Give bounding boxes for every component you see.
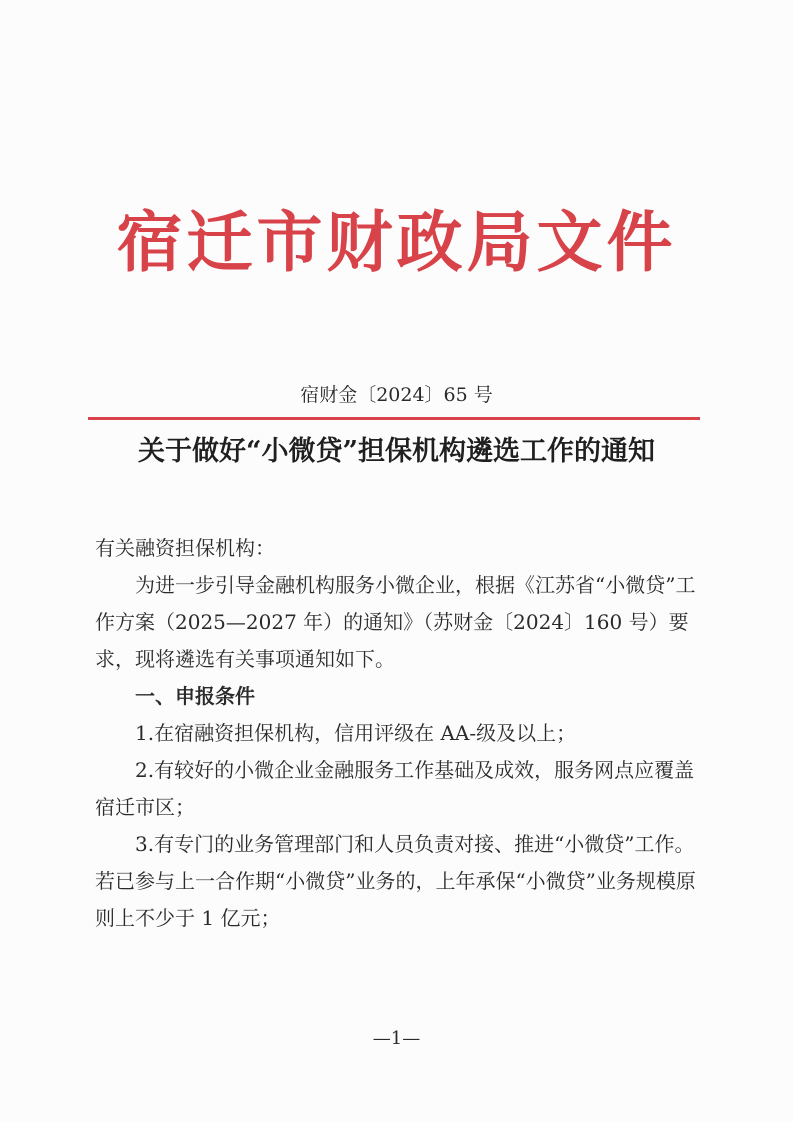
issuer-header-title: 宿迁市财政局文件 [116,203,677,281]
section-heading-conditions: 一、申报条件 [135,684,255,708]
condition-item-1: 1.在宿融资担保机构，信用评级在 AA-级及以上； [135,721,577,745]
document-body [95,530,701,937]
intro-paragraph: 为进一步引导金融机构服务小微企业，根据《江苏省“小微贷”工作方案（2025—2027 年）的通知》（苏财金〔2024〕160 号）要求，现将遴选有关事项通知如下。 [95,573,696,671]
salutation: 有关融资担保机构： [95,536,275,560]
notice-title: 关于做好“小微贷”担保机构遴选工作的通知 [137,436,656,467]
page-number: —1— [372,1028,421,1049]
condition-item-2: 2.有较好的小微企业金融服务工作基础及成效，服务网点应覆盖宿迁市区； [95,758,695,819]
condition-item-3: 3.有专门的业务管理部门和人员负责对接、推进“小微贷”工作。若已参与上一合作期“小微贷”业务的，上年承保“小微贷”业务规模原则上不少于 1 亿元； [95,832,696,930]
red-divider-line [88,417,700,420]
document-number: 宿财金〔2024〕65 号 [300,384,493,406]
